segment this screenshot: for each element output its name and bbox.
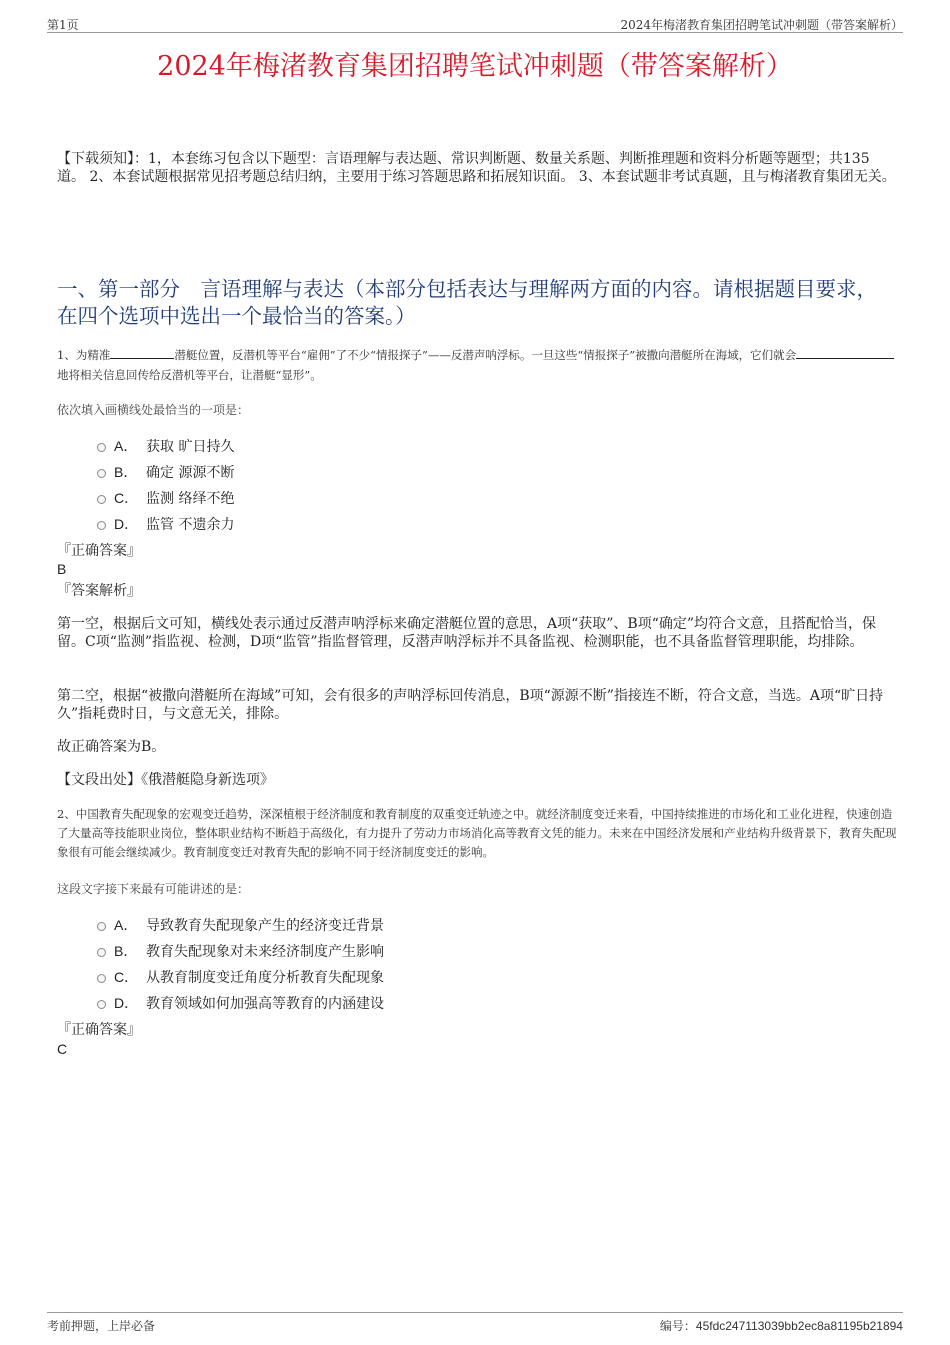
page-header xyxy=(47,14,903,33)
q1-text-part-1: 1、为精准 xyxy=(57,348,111,362)
q1-text-part-2: 潜艇位置，反潜机等平台“雇佣”了不少“情报探子”——反潜声呐浮标。一旦这些“情报探子”被撒向潜艇所在海域，它们就会 xyxy=(174,348,797,362)
q1-option-b[interactable]: B． 确定 源源不断 xyxy=(97,459,234,485)
q2-option-b[interactable]: B． 教育失配现象对未来经济制度产生影响 xyxy=(97,938,384,964)
q1-blank-2 xyxy=(796,346,894,359)
q1-source: 【文段出处】《俄潜艇隐身新选项》 xyxy=(57,772,274,788)
q2-option-a[interactable]: A． 导致教育失配现象产生的经济变迁背景 xyxy=(97,912,384,938)
question-2-stem: 2、中国教育失配现象的宏观变迁趋势，深深植根于经济制度和教育制度的双重变迁轨迹之中。就经济制度变迁来看，中国持续推进的市场化和工业化进程，快速创造了大量高等技能职业岗位，整体职业结构不断趋于高级化，有力提升了劳动力市场消化高等教育文凭的能力。未来在中国经济发展和产业结构升级背景下，教育失配现象很有可能会继续减少。教育制度变迁对教育失配的影响不同于经济制度变迁的影响。 xyxy=(57,807,897,859)
radio-icon[interactable] xyxy=(97,1000,106,1009)
radio-icon[interactable] xyxy=(97,443,106,452)
q1-options xyxy=(97,433,234,537)
radio-icon[interactable] xyxy=(97,948,106,957)
radio-icon[interactable] xyxy=(97,922,106,931)
question-1-stem xyxy=(57,345,897,385)
q2-answer: C xyxy=(57,1041,68,1057)
q1-analysis-paragraph-1: 第一空，根据后文可知，横线处表示通过反潜声呐浮标来确定潜艇位置的意思，A项“获取”、B项“确定”均符合文意，且搭配恰当，保留。C项“监测”指监视、检测，D项“监管”指监督管理，反潜声呐浮标并不具备监视、检测职能，也不具备监督管理职能，均排除。 xyxy=(57,616,877,650)
q2-option-d[interactable]: D． 教育领域如何加强高等教育的内涵建设 xyxy=(97,990,384,1016)
q1-conclusion: 故正确答案为B。 xyxy=(57,739,166,755)
footer-doc-id: 编号：45fdc247113039bb2ec8a81195b21894 xyxy=(659,1319,903,1333)
q1-analysis-label: 『答案解析』 xyxy=(57,583,141,599)
q1-text-part-3: 地将相关信息回传给反潜机等平台，让潜艇“显形”。 xyxy=(57,368,322,382)
q1-analysis-paragraph-2: 第二空，根据“被撒向潜艇所在海域”可知，会有很多的声呐浮标回传消息，B项“源源不断”指接连不断，符合文意，当选。A项“旷日持久”指耗费时日，与文意无关，排除。 xyxy=(57,688,884,722)
page-number: 第1页 xyxy=(47,18,79,32)
section-title: 一、第一部分 言语理解与表达（本部分包括表达与理解两方面的内容。请根据题目要求，在四个选项中选出一个最恰当的答案。） xyxy=(57,277,877,328)
q1-answer: B xyxy=(57,561,67,577)
radio-icon[interactable] xyxy=(97,495,106,504)
q1-answer-label: 『正确答案』 xyxy=(57,543,141,559)
q1-prompt: 依次填入画横线处最恰当的一项是： xyxy=(57,403,250,417)
radio-icon[interactable] xyxy=(97,469,106,478)
q2-option-c[interactable]: C． 从教育制度变迁角度分析教育失配现象 xyxy=(97,964,384,990)
footer-slogan: 考前押题，上岸必备 xyxy=(47,1319,156,1333)
q1-option-d[interactable]: D． 监管 不遗余力 xyxy=(97,511,234,537)
download-notice: 【下载须知】：1，本套练习包含以下题型：言语理解与表达题、常识判断题、数量关系题、判断推理题和资料分析题等题型；共135道。 2、本套试题根据常见招考题总结归纳，主要用于练习答题思路和拓展知识面。 3、本套试题非考试真题，且与梅渚教育集团无关。 xyxy=(57,151,896,185)
q2-prompt: 这段文字接下来最有可能讲述的是： xyxy=(57,882,250,896)
page-footer xyxy=(47,1312,903,1335)
document-title: 2024年梅渚教育集团招聘笔试冲刺题（带答案解析） xyxy=(157,51,793,82)
q1-blank-1 xyxy=(110,346,174,359)
q1-option-a[interactable]: A． 获取 旷日持久 xyxy=(97,433,234,459)
radio-icon[interactable] xyxy=(97,521,106,530)
radio-icon[interactable] xyxy=(97,974,106,983)
q2-answer-label: 『正确答案』 xyxy=(57,1022,141,1038)
q2-options xyxy=(97,912,384,1016)
q1-option-c[interactable]: C． 监测 络绎不绝 xyxy=(97,485,234,511)
header-doc-title: 2024年梅渚教育集团招聘笔试冲刺题（带答案解析） xyxy=(620,18,903,32)
